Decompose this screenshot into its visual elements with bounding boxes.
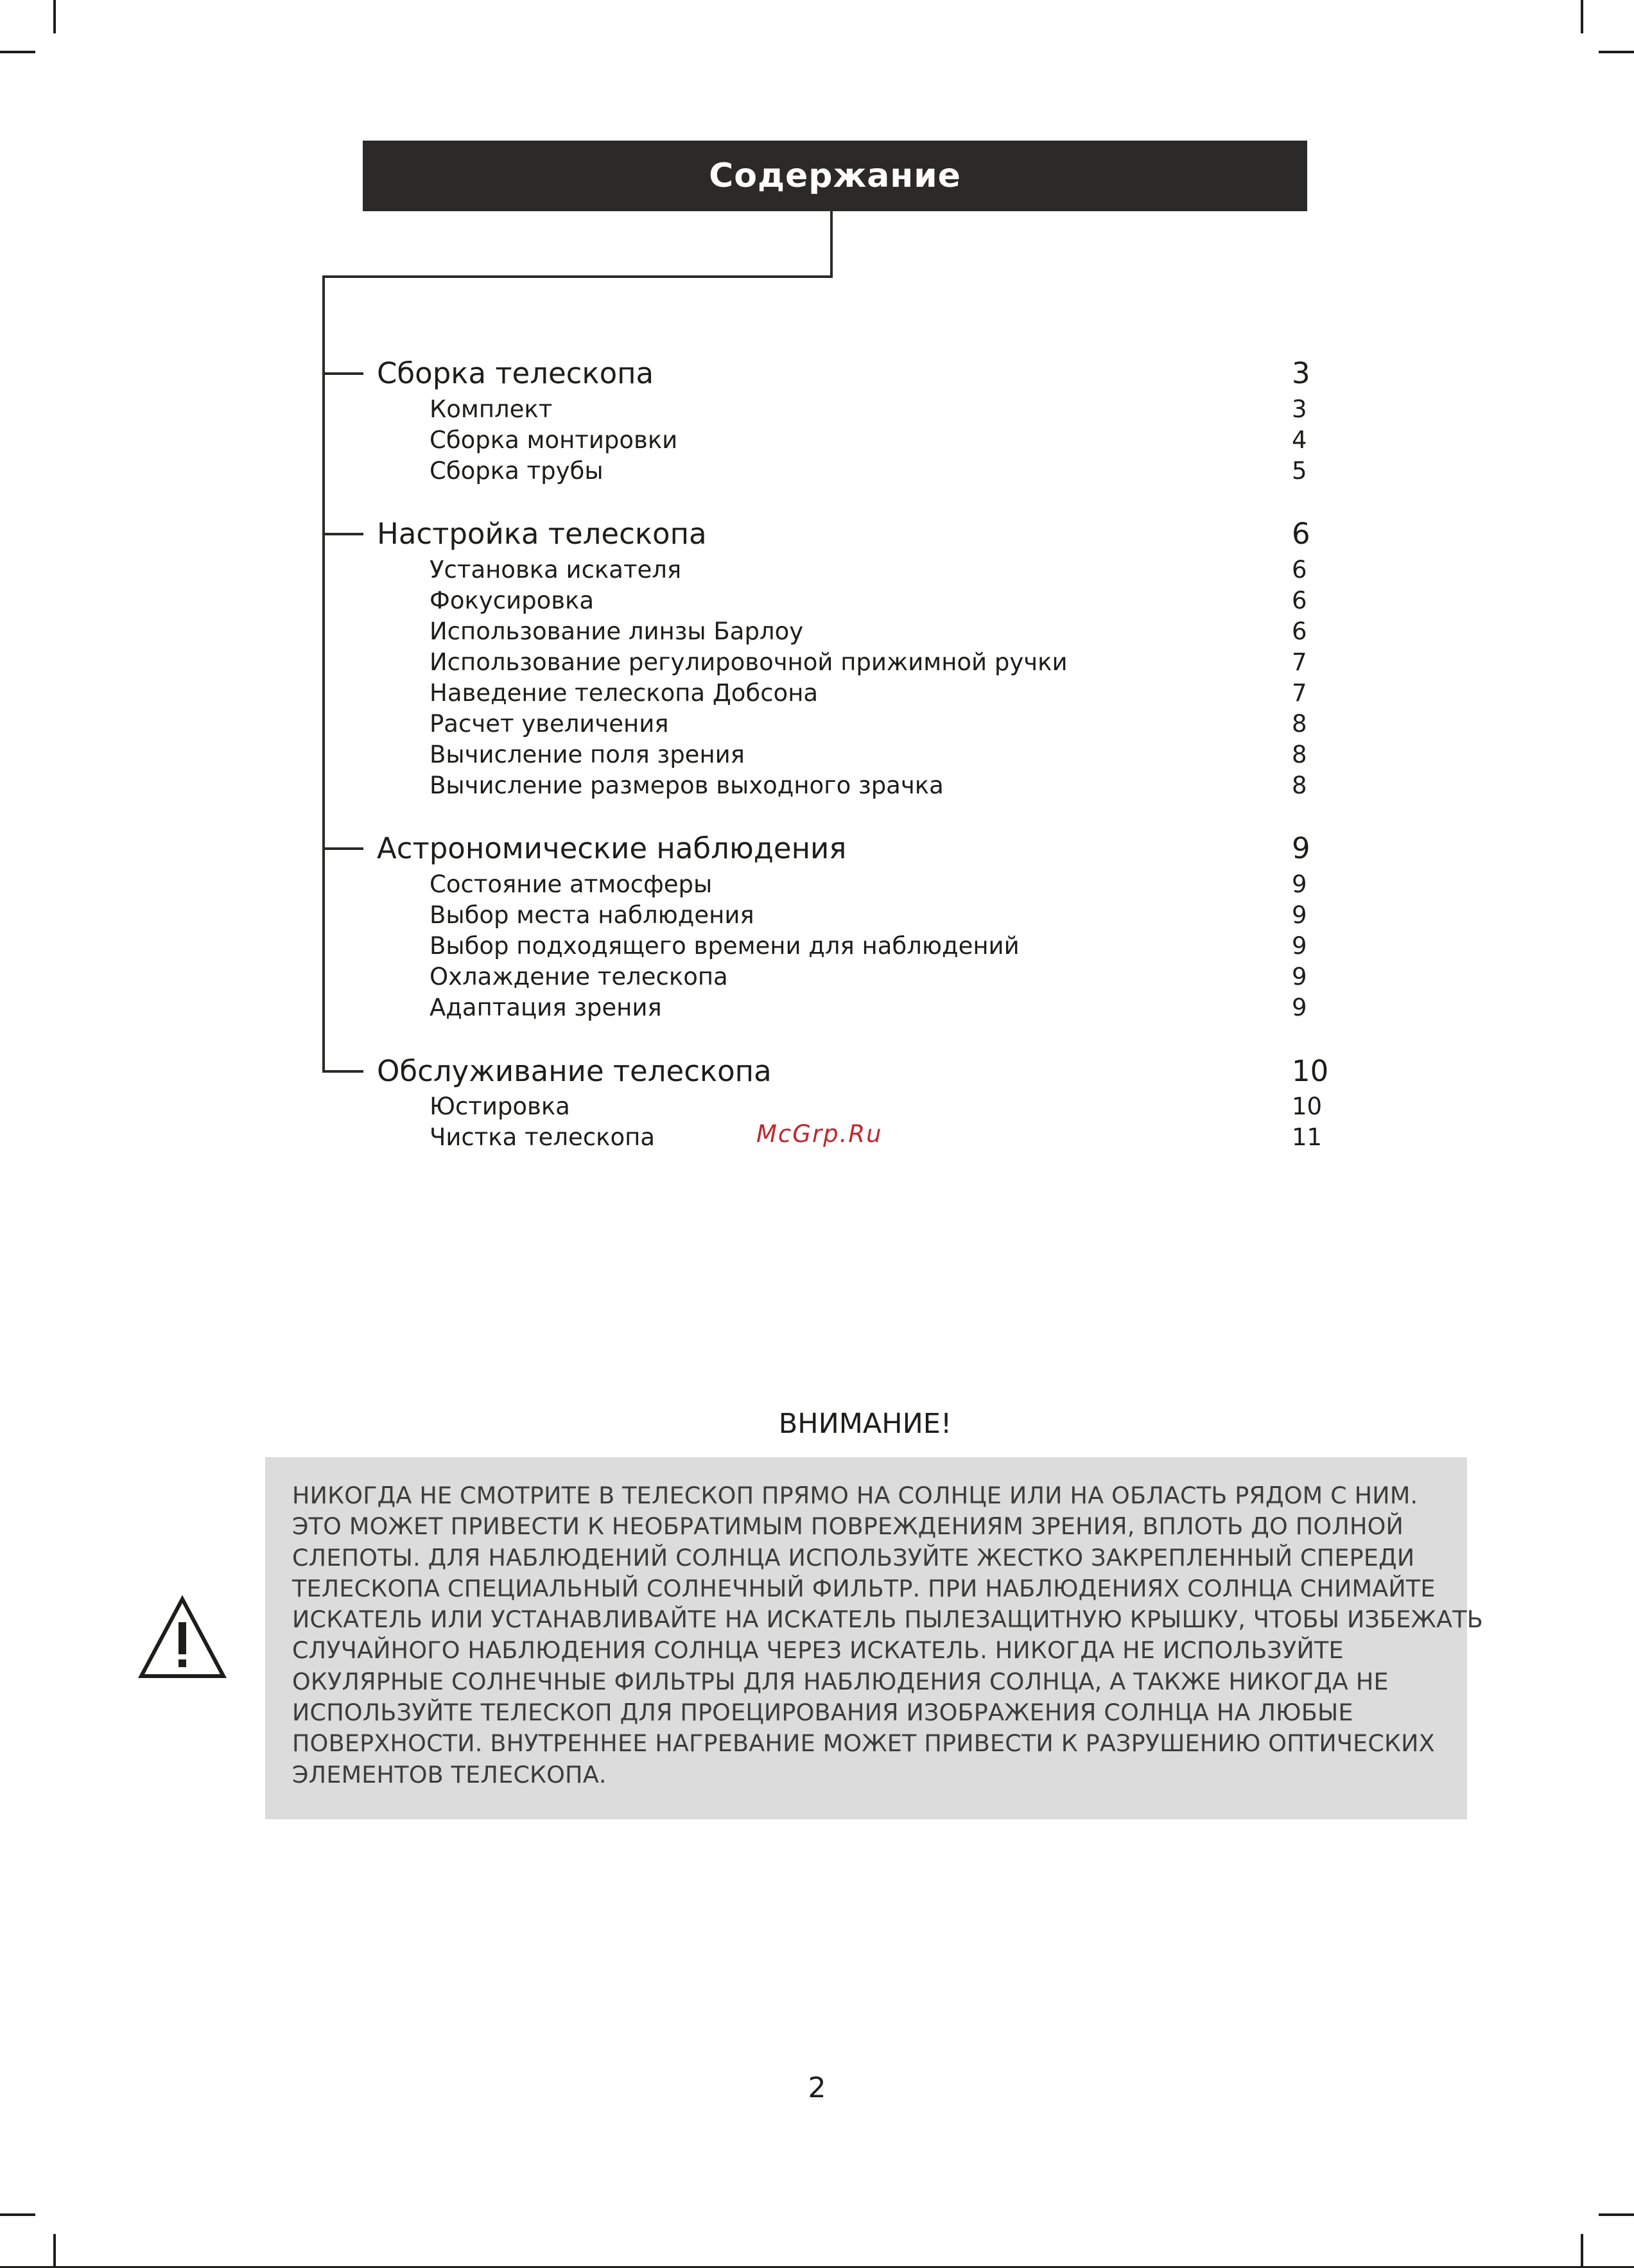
toc-entry-label: Использование регулировочной прижимной ручки <box>430 648 1068 676</box>
toc-entry-label: Установка искателя <box>430 556 682 584</box>
toc-entry-page: 4 <box>1292 426 1307 454</box>
title-connector-horizontal <box>322 275 833 278</box>
page-title: Содержание <box>363 141 1307 211</box>
warning-line: СЛУЧАЙНОГО НАБЛЮДЕНИЯ СОЛНЦА ЧЕРЕЗ ИСКАТЕЛЬ. НИКОГДА НЕ ИСПОЛЬЗУЙТЕ <box>292 1636 1344 1665</box>
toc-entry-label: Адаптация зрения <box>430 994 662 1021</box>
toc-section-title: Настройка телескопа <box>377 517 707 551</box>
warning-line: НИКОГДА НЕ СМОТРИТЕ В ТЕЛЕСКОП ПРЯМО НА СОЛНЦЕ ИЛИ НА ОБЛАСТЬ РЯДОМ С НИМ. <box>292 1482 1418 1509</box>
toc-entry-label: Вычисление поля зрения <box>430 741 745 768</box>
toc-section[interactable] <box>0 515 1634 553</box>
toc-section-page: 9 <box>1292 831 1310 865</box>
toc-entry-label: Наведение телескопа Добсона <box>430 679 819 707</box>
toc-section-title: Сборка телескопа <box>377 356 654 390</box>
crop-mark-top-left-h <box>0 51 35 53</box>
warning-line: ЭЛЕМЕНТОВ ТЕЛЕСКОПА. <box>292 1760 607 1788</box>
toc-entry-label: Охлаждение телескопа <box>430 963 728 991</box>
toc-entry-page: 3 <box>1292 395 1307 423</box>
toc-entry-label: Сборка монтировки <box>430 426 678 454</box>
warning-line: ТЕЛЕСКОПА СПЕЦИАЛЬНЫЙ СОЛНЕЧНЫЙ ФИЛЬТР. ПРИ НАБЛЮДЕНИЯХ СОЛНЦА СНИМАЙТЕ <box>292 1574 1436 1602</box>
toc-entry-label: Расчет увеличения <box>430 710 669 738</box>
crop-mark-top-right-h <box>1599 51 1634 53</box>
toc-entry-page: 7 <box>1292 679 1307 707</box>
toc-entry-page: 9 <box>1292 870 1307 898</box>
toc-entry-page: 8 <box>1292 741 1307 768</box>
toc-entry-label: Использование линзы Барлоу <box>430 618 804 645</box>
toc-entry-page: 9 <box>1292 963 1307 991</box>
toc-entry[interactable] <box>0 770 1634 809</box>
warning-line: ПОВЕРХНОСТИ. ВНУТРЕННЕЕ НАГРЕВАНИЕ МОЖЕТ ПРИВЕСТИ К РАЗРУШЕНИЮ ОПТИЧЕСКИХ <box>292 1729 1435 1758</box>
toc-entry-page: 8 <box>1292 710 1307 738</box>
warning-heading: ВНИМАНИЕ! <box>778 1408 952 1440</box>
toc-entry-page: 10 <box>1292 1093 1323 1120</box>
toc-entry-page: 9 <box>1292 932 1307 960</box>
toc-section[interactable] <box>0 829 1634 868</box>
toc-section-title: Обслуживание телескопа <box>377 1054 772 1088</box>
toc-entry-label: Состояние атмосферы <box>430 870 713 898</box>
toc-entry-label: Выбор подходящего времени для наблюдений <box>430 932 1020 960</box>
toc-entry-page: 6 <box>1292 618 1307 645</box>
warning-triangle-icon <box>138 1595 227 1680</box>
toc-entry-page: 9 <box>1292 994 1307 1021</box>
toc-entry-page: 6 <box>1292 587 1307 614</box>
toc-section-page: 3 <box>1292 356 1310 390</box>
toc-entry-page: 5 <box>1292 457 1307 485</box>
toc-entry-page: 9 <box>1292 901 1307 929</box>
warning-line: ЭТО МОЖЕТ ПРИВЕСТИ К НЕОБРАТИМЫМ ПОВРЕЖДЕНИЯМ ЗРЕНИЯ, ВПЛОТЬ ДО ПОЛНОЙ <box>292 1512 1404 1541</box>
toc-entry-page: 8 <box>1292 772 1307 799</box>
toc-entry-label: Сборка трубы <box>430 457 604 485</box>
toc-section-page: 6 <box>1292 517 1310 551</box>
warning-line: ИСКАТЕЛЬ ИЛИ УСТАНАВЛИВАЙТЕ НА ИСКАТЕЛЬ ПЫЛЕЗАЩИТНУЮ КРЫШКУ, ЧТОБЫ ИЗБЕЖАТЬ <box>292 1606 1483 1634</box>
toc-entry-label: Вычисление размеров выходного зрачка <box>430 772 944 799</box>
toc-entry-label: Фокусировка <box>430 587 595 614</box>
crop-mark-top-left-v <box>53 0 56 33</box>
toc-entry-page: 11 <box>1292 1123 1323 1151</box>
toc-entry-label: Выбор места наблюдения <box>430 901 754 929</box>
warning-line: СЛЕПОТЫ. ДЛЯ НАБЛЮДЕНИЙ СОЛНЦА ИСПОЛЬЗУЙТЕ ЖЕСТКО ЗАКРЕПЛЕННЫЙ СПЕРЕДИ <box>292 1543 1415 1571</box>
crop-mark-bottom-left-v <box>53 2234 56 2268</box>
toc-entry[interactable] <box>0 456 1634 494</box>
toc-entry-label: Комплект <box>430 395 553 423</box>
toc-entry-label: Юстировка <box>430 1093 570 1120</box>
toc-entry-label: Чистка телескопа <box>430 1123 656 1151</box>
toc-entry-page: 6 <box>1292 556 1307 584</box>
toc-section[interactable] <box>0 354 1634 393</box>
watermark: McGrp.Ru <box>756 1120 883 1148</box>
crop-mark-top-right-v <box>1581 0 1583 33</box>
toc-section[interactable] <box>0 1052 1634 1091</box>
toc-section-page: 10 <box>1292 1054 1329 1088</box>
warning-box <box>265 1457 1483 1819</box>
page-number: 2 <box>808 2072 826 2104</box>
crop-mark-bottom-right-h <box>1599 2213 1634 2216</box>
toc-entry[interactable] <box>0 992 1634 1031</box>
crop-mark-bottom-right-v <box>1581 2234 1583 2268</box>
toc-section-title: Астрономические наблюдения <box>377 831 847 865</box>
crop-mark-bottom-left-h <box>0 2213 35 2216</box>
warning-line: ИСПОЛЬЗУЙТЕ ТЕЛЕСКОП ДЛЯ ПРОЕЦИРОВАНИЯ ИЗОБРАЖЕНИЯ СОЛНЦА НА ЛЮБЫЕ <box>292 1699 1353 1727</box>
warning-line: ОКУЛЯРНЫЕ СОЛНЕЧНЫЕ ФИЛЬТРЫ ДЛЯ НАБЛЮДЕНИЯ СОЛНЦА, А ТАКЖЕ НИКОГДА НЕ <box>292 1667 1389 1695</box>
title-connector-vertical <box>830 211 833 278</box>
toc-entry-page: 7 <box>1292 648 1307 676</box>
